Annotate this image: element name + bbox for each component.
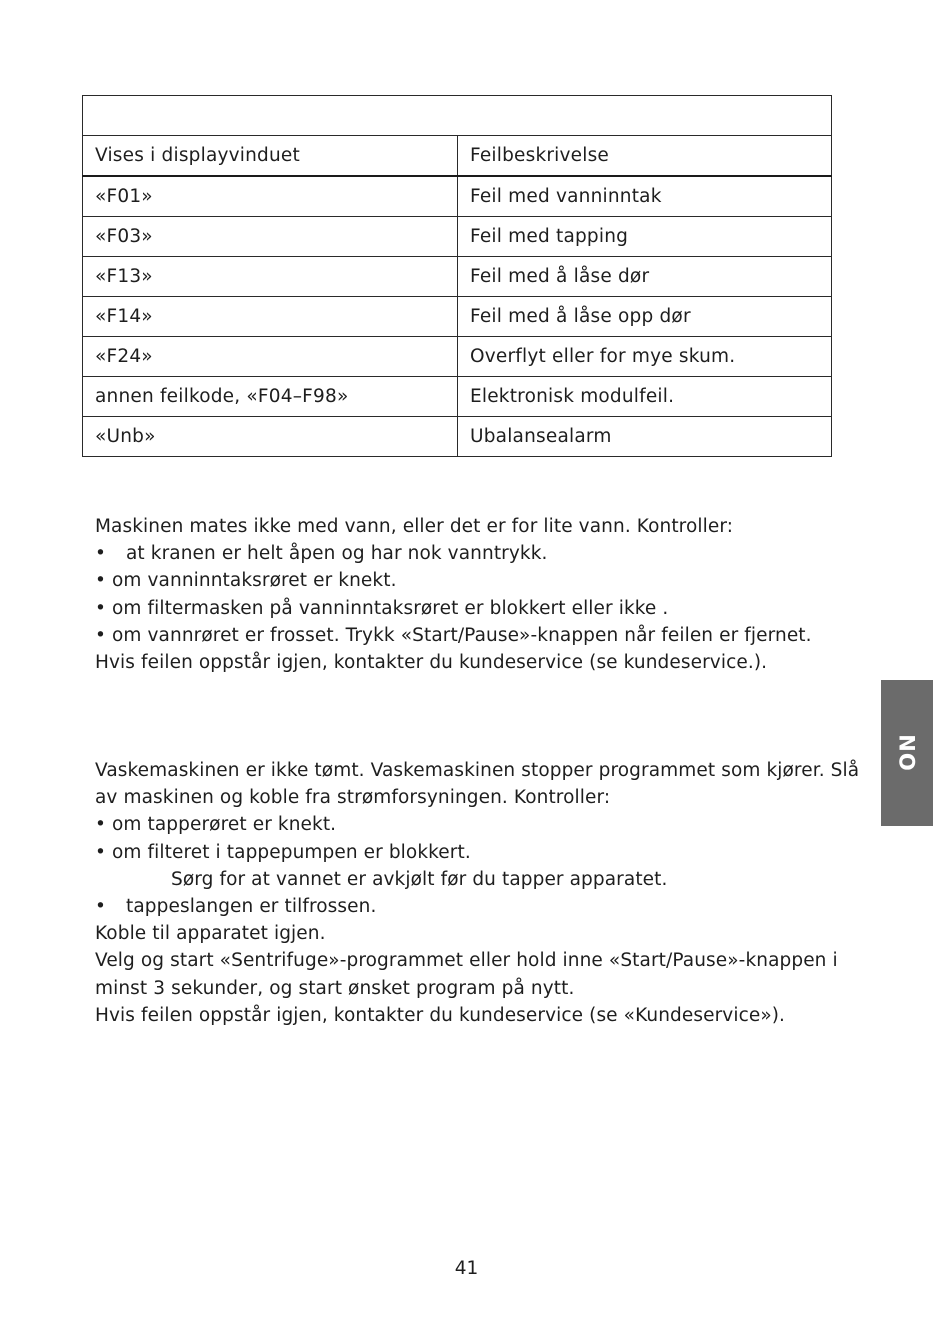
table-row <box>83 217 832 257</box>
f01-footer: Hvis feilen oppstår igjen, kontakter du kundeservice (se kundeservice.). <box>95 652 768 674</box>
error-code-table <box>82 95 832 457</box>
error-code-cell: «F01» <box>83 176 458 217</box>
f03-bullet-item <box>95 893 859 920</box>
f01-bullet-text: at kranen er helt åpen og har nok vanntrykk. <box>126 543 548 565</box>
f01-bullet-item: • om filtermasken på vanninntaksrøret er blokkert eller ikke . <box>95 597 669 619</box>
error-code-cell: «Unb» <box>83 417 458 457</box>
f01-intro: Maskinen mates ikke med vann, eller det er for lite vann. Kontroller: <box>95 516 734 537</box>
language-tab <box>881 680 933 826</box>
table-title <box>83 96 832 136</box>
error-description-cell: Feil med å låse dør <box>458 257 832 297</box>
error-description-cell: Feil med å låse opp dør <box>458 297 832 337</box>
f03-spin-line: Velg og start «Sentrifuge»-programmet eller hold inne «Start/Pause»-knappen i <box>95 950 838 972</box>
error-description-cell: Elektronisk modulfeil. <box>458 377 832 417</box>
f03-intro-line: Vaskemaskinen er ikke tømt. Vaskemaskinen stopper programmet som kjører. Slå <box>95 760 860 781</box>
table-row <box>83 337 832 377</box>
table-row <box>83 417 832 457</box>
f03-intro-line: av maskinen og koble fra strømforsyningen. Kontroller: <box>95 787 611 809</box>
table-title-row <box>83 96 832 136</box>
table-row <box>83 257 832 297</box>
bullet-icon: • <box>95 896 107 918</box>
error-code-cell: «F03» <box>83 217 458 257</box>
error-description-cell: Ubalansealarm <box>458 417 832 457</box>
f03-bullet-item: • om filteret i tappepumpen er blokkert. <box>95 841 471 863</box>
f01-troubleshooting-section <box>95 513 812 676</box>
f03-troubleshooting-section <box>95 757 859 1029</box>
f03-note: Sørg for at vannet er avkjølt før du tapper apparatet. <box>171 868 668 890</box>
header-display-code: Vises i displayvinduet <box>83 136 458 177</box>
error-code-cell: «F24» <box>83 337 458 377</box>
error-code-cell: «F14» <box>83 297 458 337</box>
table-row <box>83 176 832 217</box>
error-code-cell: «F13» <box>83 257 458 297</box>
error-description-cell: Feil med tapping <box>458 217 832 257</box>
table-header-row <box>83 136 832 177</box>
f03-bullet-item: • om tapperøret er knekt. <box>95 814 337 836</box>
f01-bullet-item: • om vanninntaksrøret er knekt. <box>95 570 397 592</box>
header-description: Feilbeskrivelse <box>458 136 832 177</box>
page-number: 41 <box>454 1258 479 1279</box>
table-row <box>83 377 832 417</box>
bullet-icon: • <box>95 543 107 565</box>
error-description-cell: Feil med vanninntak <box>458 176 832 217</box>
f03-footer: Hvis feilen oppstår igjen, kontakter du kundeservice (se «Kundeservice»). <box>95 1004 786 1026</box>
f01-bullet-item <box>95 540 812 567</box>
error-code-cell: annen feilkode, «F04–F98» <box>83 377 458 417</box>
f03-bullet-text: tappeslangen er tilfrossen. <box>126 896 377 918</box>
f01-bullet-item: • om vannrøret er frosset. Trykk «Start/Pause»-knappen når feilen er fjernet. <box>95 624 812 646</box>
table-row <box>83 297 832 337</box>
f03-spin-line: minst 3 sekunder, og start ønsket program på nytt. <box>95 977 575 999</box>
f03-reconnect-line: Koble til apparatet igjen. <box>95 923 326 945</box>
language-tab-label: NO <box>895 734 919 772</box>
error-description-cell: Overflyt eller for mye skum. <box>458 337 832 377</box>
